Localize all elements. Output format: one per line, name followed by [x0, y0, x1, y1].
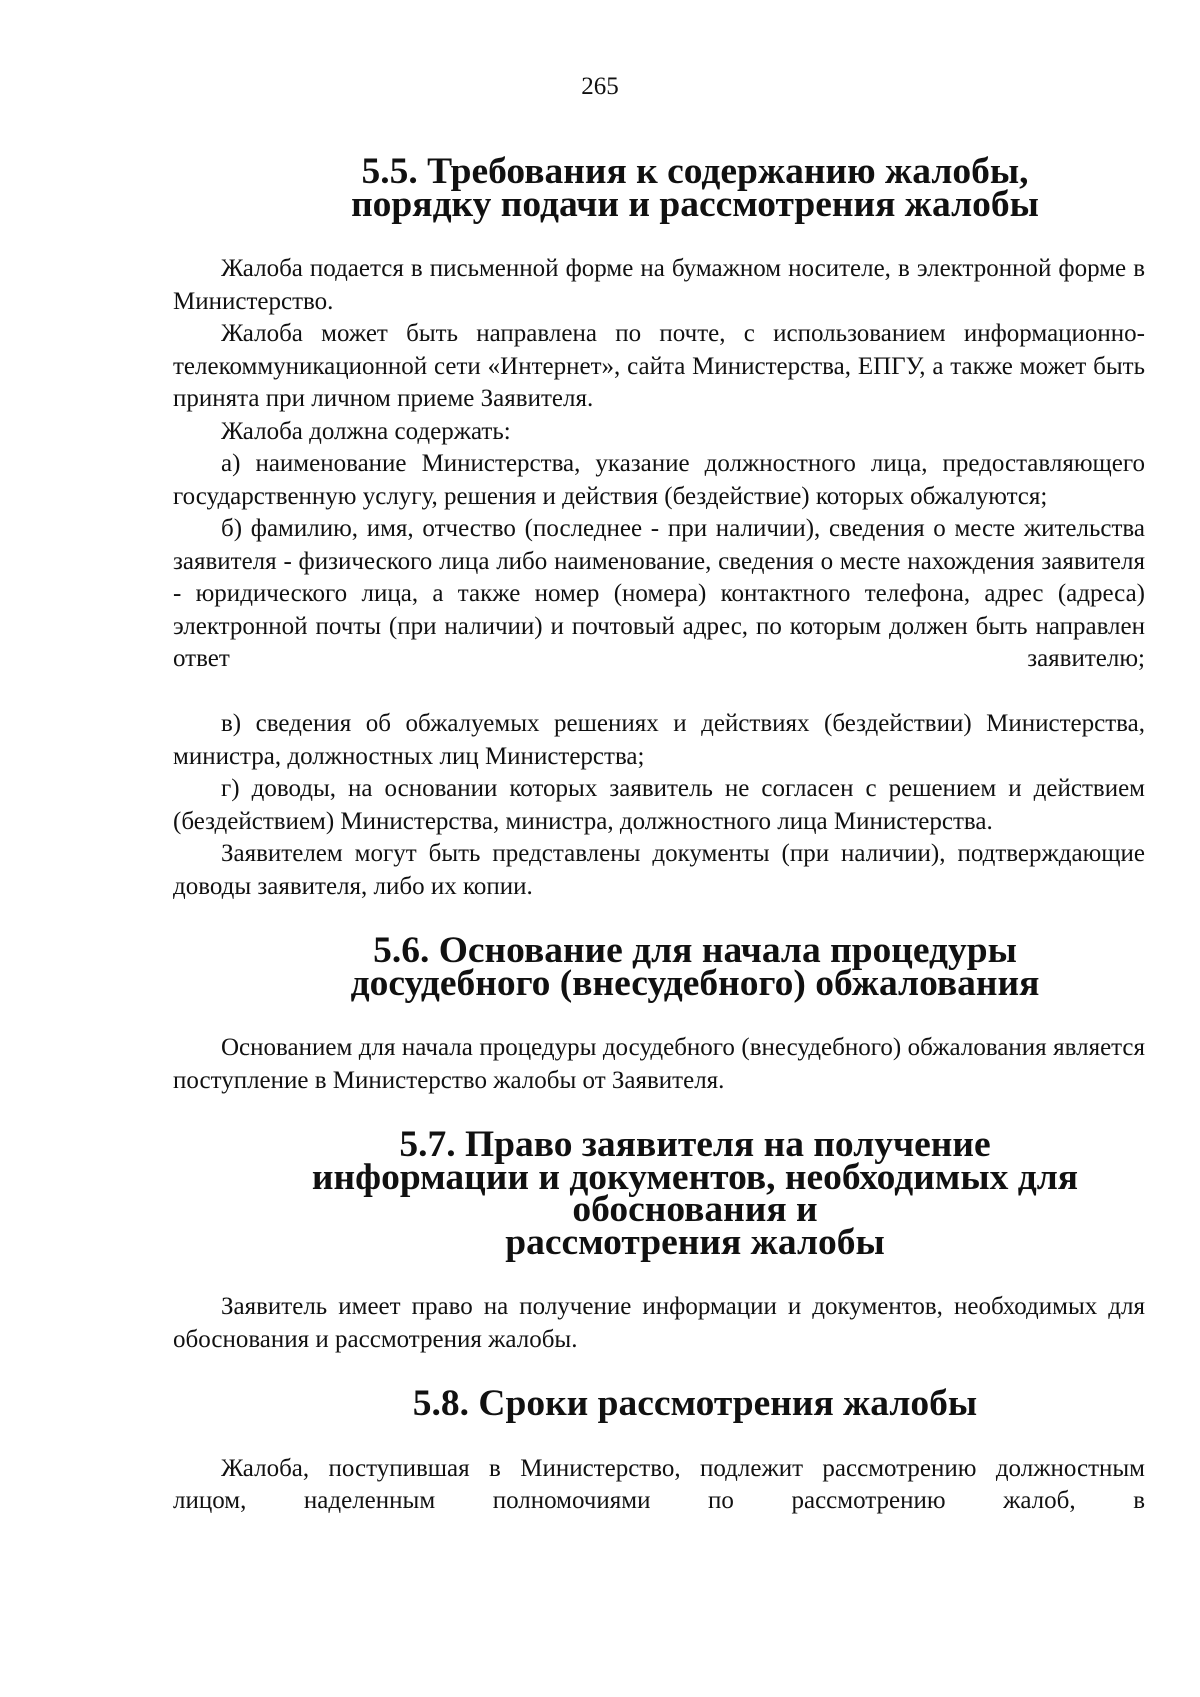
paragraph: Основанием для начала процедуры досудебного (внесудебного) обжалования является поступление в Министерство жалобы от Заявителя.	[173, 1034, 1145, 1094]
list-item-b: б) фамилию, имя, отчество (последнее - при наличии), сведения о месте жительства заявителя - физического лица либо наименование, сведения о месте нахождения заявителя - юридического лица, а также номер (номера) контактного телефона, адрес (адреса) электронной почты (при наличии) и почтовый адрес, по которым должен быть направлен ответ заявителю;	[173, 515, 1145, 672]
heading-line: порядку подачи и рассмотрения жалобы	[351, 183, 1039, 225]
section-heading-5-5	[245, 151, 1145, 225]
section-heading-5-7	[245, 1124, 1145, 1263]
page-number: 265	[581, 73, 619, 100]
heading-line: рассмотрения жалобы	[505, 1221, 885, 1263]
paragraph: Заявитель имеет право на получение информации и документов, необходимых для обоснования и рассмотрения жалобы.	[173, 1293, 1145, 1353]
list-item-g: г) доводы, на основании которых заявитель не согласен с решением и действием (бездействием) Министерства, министра, должностного лица Министерства.	[173, 775, 1145, 835]
heading-line: 5.7. Право заявителя на получение	[399, 1124, 991, 1165]
section-heading-5-8	[245, 1383, 1145, 1424]
paragraph: Жалоба, поступившая в Министерство, подлежит рассмотрению должностным лицом, наделенным полномочиями по рассмотрению жалоб, в	[173, 1454, 1145, 1514]
section-heading-5-6	[245, 930, 1145, 1004]
list-item-a: а) наименование Министерства, указание должностного лица, предоставляющего государственную услугу, решения и действия (бездействие) которых обжалуются;	[173, 450, 1145, 510]
paragraph: Жалоба подается в письменной форме на бумажном носителе, в электронной форме в Министерство.	[173, 255, 1145, 315]
heading-line: информации и документов, необходимых для обоснования и	[311, 1156, 1079, 1230]
heading-line: 5.6. Основание для начала процедуры	[373, 930, 1017, 971]
list-item-v: в) сведения об обжалуемых решениях и действиях (бездействии) Министерства, министра, должностных лиц Министерства;	[173, 710, 1145, 770]
heading-line: досудебного (внесудебного) обжалования	[350, 962, 1040, 1004]
paragraph: Заявителем могут быть представлены документы (при наличии), подтверждающие доводы заявителя, либо их копии.	[173, 840, 1145, 900]
heading-line: 5.5. Требования к содержанию жалобы,	[361, 151, 1029, 192]
document-body	[173, 151, 1145, 1518]
paragraph: Жалоба может быть направлена по почте, с использованием информационно-телекоммуникационной сети «Интернет», сайта Министерства, ЕПГУ, а также может быть принята при личном приеме Заявителя.	[173, 320, 1145, 412]
heading-line: 5.8. Сроки рассмотрения жалобы	[412, 1383, 978, 1424]
paragraph: Жалоба должна содержать:	[221, 417, 511, 445]
